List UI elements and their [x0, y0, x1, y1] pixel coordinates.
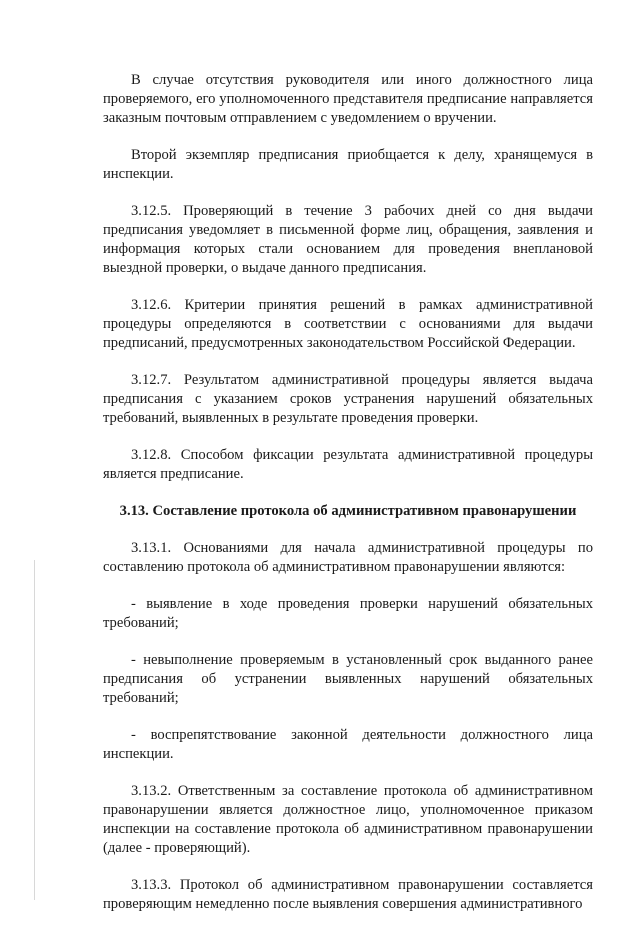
paragraph-3-12-6: 3.12.6. Критерии принятия решений в рамках административной процедуры определяются в соответствии с основаниями для выдачи предписаний, предусмотренных законодательством Российской Федерации.	[103, 297, 593, 351]
document-body	[103, 71, 593, 931]
section-heading-3-13: 3.13. Составление протокола об административном правонарушении	[119, 503, 577, 519]
list-item-violations-detected: - выявление в ходе проведения проверки нарушений обязательных требований;	[103, 596, 593, 631]
paragraph-3-12-5: 3.12.5. Проверяющий в течение 3 рабочих дней со дня выдачи предписания уведомляет в письменной форме лиц, обращения, заявления и информация которых стали основанием для проведения внеплановой выездной проверки, о выдаче данного предписания.	[103, 203, 593, 276]
paragraph-delivery-by-mail: В случае отсутствия руководителя или иного должностного лица проверяемого, его уполномоченного представителя предписание направляется заказным почтовым отправлением с уведомлением о вручении.	[103, 72, 593, 126]
paragraph-3-13-2: 3.13.2. Ответственным за составление протокола об административном правонарушении является должностное лицо, уполномоченное приказом инспекции на составление протокола об административном правонарушении (далее - проверяющий).	[103, 783, 593, 856]
scan-edge-line	[34, 560, 35, 900]
paragraph-3-12-8: 3.12.8. Способом фиксации результата административной процедуры является предписание.	[103, 447, 593, 482]
paragraph-3-13-3: 3.13.3. Протокол об административном правонарушении составляется проверяющим немедленно после выявления совершения административного	[103, 877, 593, 912]
paragraph-second-copy: Второй экземпляр предписания приобщается к делу, хранящемуся в инспекции.	[103, 147, 593, 182]
paragraph-3-13-1: 3.13.1. Основаниями для начала административной процедуры по составлению протокола об административном правонарушении являются:	[103, 540, 593, 575]
list-item-order-not-fulfilled: - невыполнение проверяемым в установленный срок выданного ранее предписания об устранении выявленных нарушений обязательных требований;	[103, 652, 593, 706]
list-item-obstruction: - воспрепятствование законной деятельности должностного лица инспекции.	[103, 727, 593, 762]
paragraph-3-12-7: 3.12.7. Результатом административной процедуры является выдача предписания с указанием сроков устранения нарушений обязательных требований, выявленных в результате проведения проверки.	[103, 372, 593, 426]
